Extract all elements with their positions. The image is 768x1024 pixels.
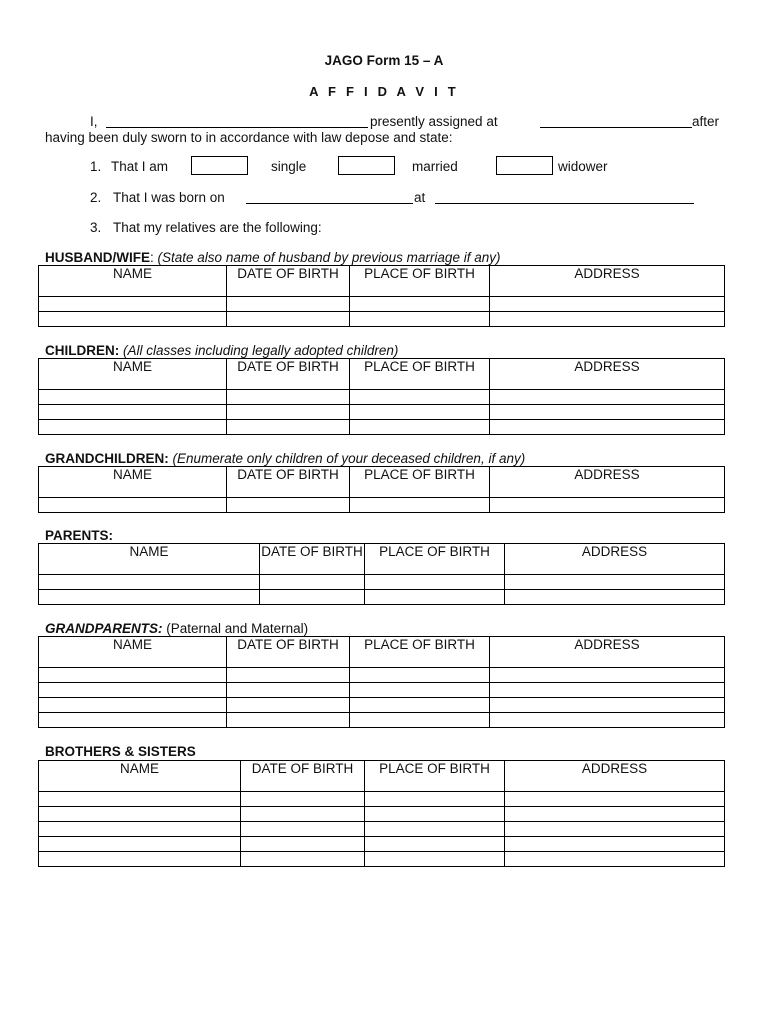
table-row <box>39 713 725 728</box>
col-pob-header: PLACE OF BIRTH <box>350 359 490 390</box>
dob-cell[interactable] <box>227 420 350 435</box>
dob-cell[interactable] <box>227 405 350 420</box>
name-cell[interactable] <box>39 792 241 807</box>
parents-heading <box>45 528 113 543</box>
item-2-number: 2. <box>90 190 102 205</box>
col-name-header: NAME <box>39 467 227 498</box>
col-pob-header: PLACE OF BIRTH <box>350 266 490 297</box>
husband-wife-note: (State also name of husband by previous marriage if any) <box>157 250 501 265</box>
married-label: married <box>412 159 458 174</box>
table-row <box>39 668 725 683</box>
grandchildren-label: GRANDCHILDREN: <box>45 451 169 466</box>
intro-i: I, <box>90 114 98 129</box>
col-address-header: ADDRESS <box>505 761 725 792</box>
col-address-header: ADDRESS <box>505 544 725 575</box>
grandchildren-note: (Enumerate only children of your deceased children, if any) <box>172 451 526 466</box>
parents-table <box>38 543 725 605</box>
pob-cell[interactable] <box>365 837 505 852</box>
address-cell[interactable] <box>505 575 725 590</box>
table-row <box>39 390 725 405</box>
col-dob-header: DATE OF BIRTH <box>227 637 350 668</box>
address-cell[interactable] <box>505 590 725 605</box>
grandparents-note: (Paternal and Maternal) <box>166 621 309 636</box>
table-row <box>39 852 725 867</box>
name-cell[interactable] <box>39 390 227 405</box>
col-dob-header: DATE OF BIRTH <box>227 467 350 498</box>
pob-cell[interactable] <box>350 498 490 513</box>
item-1-text: That I am <box>111 159 169 174</box>
address-cell[interactable] <box>505 807 725 822</box>
table-row <box>39 792 725 807</box>
pob-cell[interactable] <box>350 420 490 435</box>
dob-cell[interactable] <box>227 312 350 327</box>
pob-cell[interactable] <box>350 297 490 312</box>
siblings-table <box>38 760 725 867</box>
dob-cell[interactable] <box>227 297 350 312</box>
husband-wife-colon: : <box>150 250 154 265</box>
siblings-heading <box>45 744 196 759</box>
item-3-text: That my relatives are the following: <box>113 220 322 235</box>
pob-cell[interactable] <box>350 698 490 713</box>
table-row <box>39 698 725 713</box>
intro-assigned: presently assigned at <box>370 114 498 129</box>
col-dob-header: DATE OF BIRTH <box>241 761 365 792</box>
name-cell[interactable] <box>39 590 260 605</box>
address-cell[interactable] <box>490 390 725 405</box>
dob-cell[interactable] <box>227 698 350 713</box>
widower-checkbox[interactable] <box>496 156 553 175</box>
intro-after: after <box>692 114 720 129</box>
dob-cell[interactable] <box>227 668 350 683</box>
address-cell[interactable] <box>490 683 725 698</box>
table-row <box>39 405 725 420</box>
col-pob-header: PLACE OF BIRTH <box>365 544 505 575</box>
husband-wife-table <box>38 265 725 327</box>
grandchildren-heading <box>45 451 525 466</box>
item-2-text: That I was born on <box>113 190 225 205</box>
pob-cell[interactable] <box>350 405 490 420</box>
address-cell[interactable] <box>490 698 725 713</box>
col-pob-header: PLACE OF BIRTH <box>350 637 490 668</box>
name-cell[interactable] <box>39 807 241 822</box>
children-label: CHILDREN: <box>45 343 120 358</box>
form-title: JAGO Form 15 – A <box>324 53 444 68</box>
intro-line2: having been duly sworn to in accordance with law depose and state: <box>45 130 453 145</box>
col-pob-header: PLACE OF BIRTH <box>350 467 490 498</box>
name-cell[interactable] <box>39 312 227 327</box>
dob-cell[interactable] <box>227 713 350 728</box>
dob-cell[interactable] <box>260 575 365 590</box>
dob-cell[interactable] <box>227 498 350 513</box>
name-cell[interactable] <box>39 852 241 867</box>
col-dob-header: DATE OF BIRTH <box>227 359 350 390</box>
item-1-number: 1. <box>90 159 102 174</box>
table-row <box>39 590 725 605</box>
pob-cell[interactable] <box>365 575 505 590</box>
widower-label: widower <box>558 159 608 174</box>
table-row <box>39 498 725 513</box>
dob-cell[interactable] <box>241 807 365 822</box>
name-blank[interactable] <box>106 127 368 128</box>
grandparents-heading <box>45 621 308 636</box>
children-heading <box>45 343 398 358</box>
grandparents-table <box>38 636 725 728</box>
address-cell[interactable] <box>505 792 725 807</box>
dob-cell[interactable] <box>260 590 365 605</box>
siblings-label: BROTHERS & SISTERS <box>45 744 196 759</box>
name-cell[interactable] <box>39 822 241 837</box>
col-address-header: ADDRESS <box>490 266 725 297</box>
address-cell[interactable] <box>490 312 725 327</box>
address-cell[interactable] <box>505 822 725 837</box>
husband-wife-label: HUSBAND/WIFE <box>45 250 150 265</box>
col-address-header: ADDRESS <box>490 637 725 668</box>
name-cell[interactable] <box>39 405 227 420</box>
single-label: single <box>271 159 307 174</box>
col-name-header: NAME <box>39 359 227 390</box>
children-table <box>38 358 725 435</box>
name-cell[interactable] <box>39 498 227 513</box>
dob-cell[interactable] <box>241 822 365 837</box>
table-row <box>39 420 725 435</box>
col-pob-header: PLACE OF BIRTH <box>365 761 505 792</box>
name-cell[interactable] <box>39 698 227 713</box>
affidavit-heading: A F F I D A V I T <box>309 84 459 99</box>
name-cell[interactable] <box>39 297 227 312</box>
pob-cell[interactable] <box>365 807 505 822</box>
parents-label: PARENTS: <box>45 528 114 543</box>
table-row <box>39 683 725 698</box>
dob-cell[interactable] <box>227 683 350 698</box>
birth-place-blank[interactable] <box>435 203 694 204</box>
pob-cell[interactable] <box>365 590 505 605</box>
married-checkbox[interactable] <box>338 156 395 175</box>
table-row <box>39 297 725 312</box>
pob-cell[interactable] <box>365 792 505 807</box>
col-address-header: ADDRESS <box>490 359 725 390</box>
table-row <box>39 575 725 590</box>
assignment-blank[interactable] <box>540 127 692 128</box>
pob-cell[interactable] <box>365 822 505 837</box>
name-cell[interactable] <box>39 837 241 852</box>
dob-cell[interactable] <box>227 390 350 405</box>
name-cell[interactable] <box>39 575 260 590</box>
col-name-header: NAME <box>39 266 227 297</box>
name-cell[interactable] <box>39 683 227 698</box>
grandparents-label: GRANDPARENTS: <box>45 621 163 636</box>
name-cell[interactable] <box>39 668 227 683</box>
address-cell[interactable] <box>505 837 725 852</box>
husband-wife-heading <box>45 250 500 265</box>
children-note: (All classes including legally adopted children) <box>123 343 399 358</box>
table-row <box>39 807 725 822</box>
dob-cell[interactable] <box>241 837 365 852</box>
address-cell[interactable] <box>490 498 725 513</box>
pob-cell[interactable] <box>350 390 490 405</box>
col-dob-header: DATE OF BIRTH <box>260 544 365 575</box>
table-row <box>39 837 725 852</box>
table-row <box>39 822 725 837</box>
pob-cell[interactable] <box>365 852 505 867</box>
col-name-header: NAME <box>39 761 241 792</box>
col-name-header: NAME <box>39 637 227 668</box>
dob-cell[interactable] <box>241 792 365 807</box>
pob-cell[interactable] <box>350 713 490 728</box>
col-dob-header: DATE OF BIRTH <box>227 266 350 297</box>
pob-cell[interactable] <box>350 683 490 698</box>
address-cell[interactable] <box>490 297 725 312</box>
address-cell[interactable] <box>490 420 725 435</box>
name-cell[interactable] <box>39 420 227 435</box>
address-cell[interactable] <box>490 405 725 420</box>
address-cell[interactable] <box>505 852 725 867</box>
col-name-header: NAME <box>39 544 260 575</box>
dob-cell[interactable] <box>241 852 365 867</box>
name-cell[interactable] <box>39 713 227 728</box>
item-2-at: at <box>414 190 426 205</box>
col-address-header: ADDRESS <box>490 467 725 498</box>
item-3-number: 3. <box>90 220 102 235</box>
table-row <box>39 312 725 327</box>
address-cell[interactable] <box>490 668 725 683</box>
address-cell[interactable] <box>490 713 725 728</box>
pob-cell[interactable] <box>350 312 490 327</box>
single-checkbox[interactable] <box>191 156 248 175</box>
birth-date-blank[interactable] <box>246 203 413 204</box>
pob-cell[interactable] <box>350 668 490 683</box>
grandchildren-table <box>38 466 725 513</box>
